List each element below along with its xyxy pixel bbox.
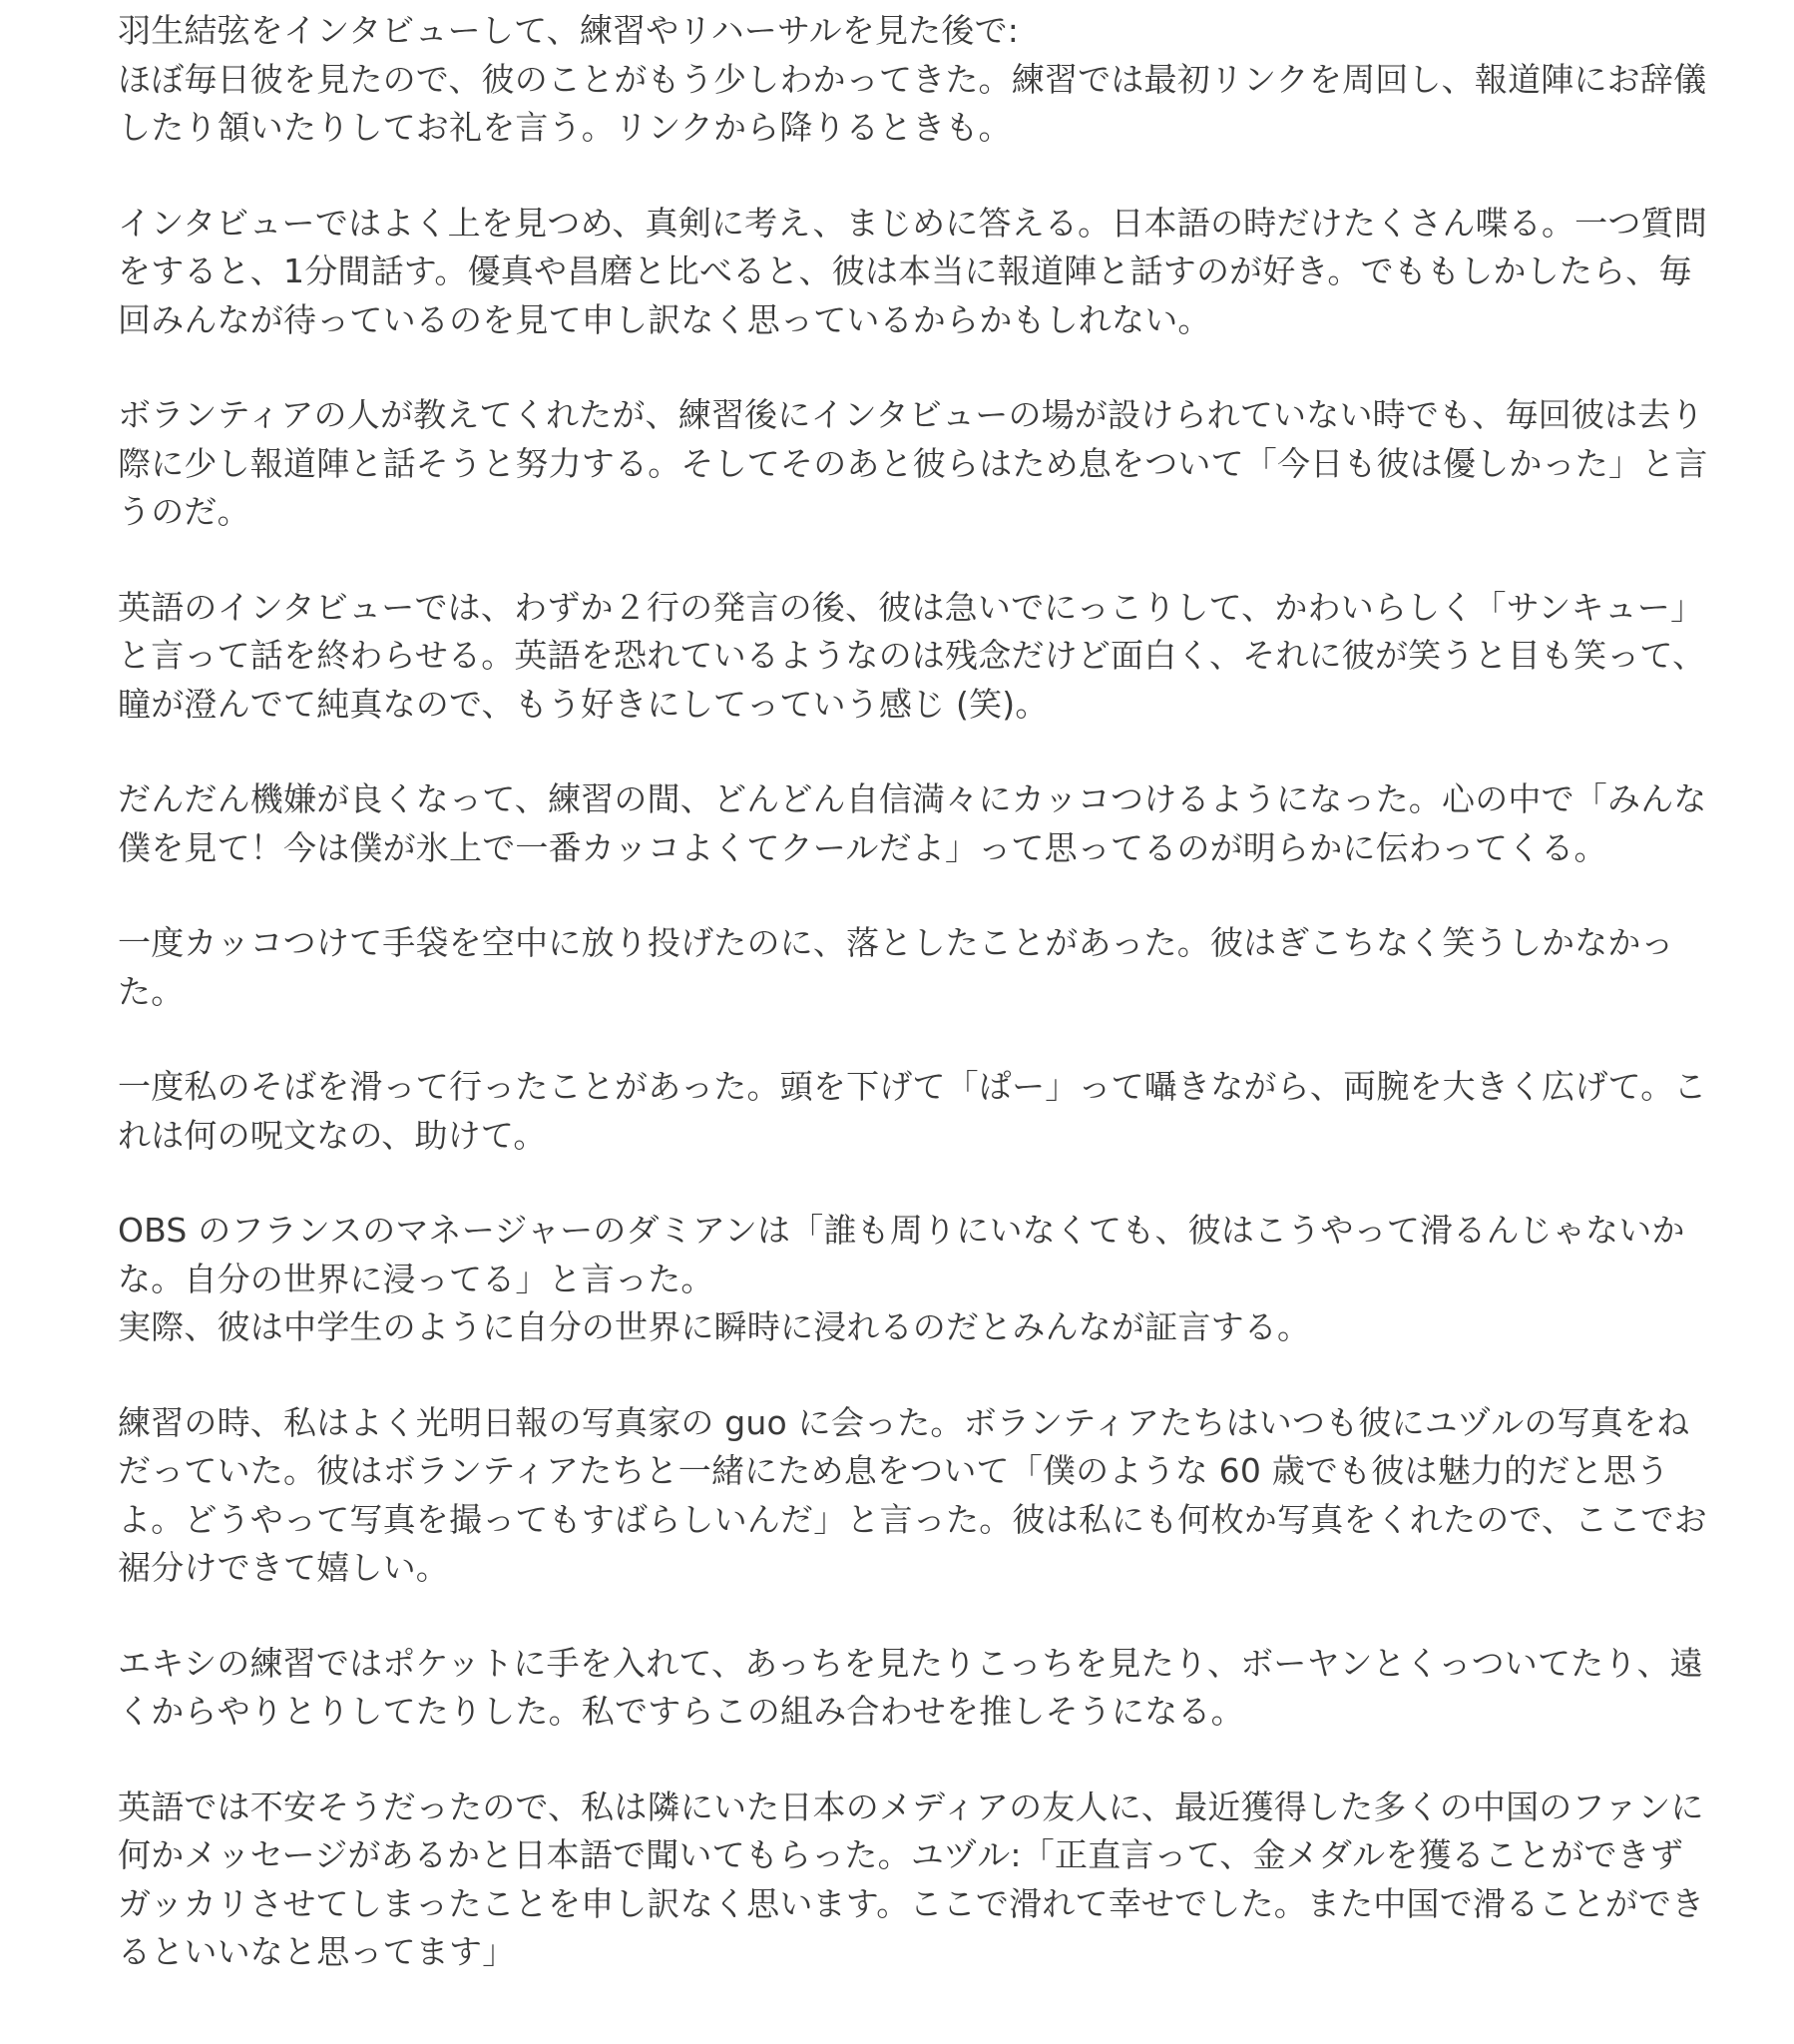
paragraph xyxy=(118,7,1707,153)
text-line: ほぼ毎日彼を見たので、彼のことがもう少しわかってきた。練習では最初リンクを周回し、報道陣にお辞儀 xyxy=(118,59,1707,99)
text-line: うのだ。 xyxy=(118,492,250,531)
text-line: た。 xyxy=(118,971,185,1011)
text-line: よ。どうやって写真を撮ってもすばらしいんだ」と言った。彼は私にも何枚か写真をくれたので、ここでお xyxy=(118,1499,1707,1539)
paragraph xyxy=(118,200,1707,345)
text-line: OBS のフランスのマネージャーのダミアンは「誰も周りにいなくても、彼はこうやって滑るんじゃないか xyxy=(118,1211,1685,1250)
text-line: るといいなと思ってます」 xyxy=(118,1932,516,1971)
text-line: だんだん機嫌が良くなって、練習の間、どんどん自信満々にカッコつけるようになった。心の中で「みんな xyxy=(118,779,1707,818)
paragraph xyxy=(118,391,1708,537)
text-line: 瞳が澄んでて純真なので、もう好きにしてっていう感じ (笑)。 xyxy=(118,684,1049,724)
text-line: 英語のインタビューでは、わずか２行の発言の後、彼は急いでにっこりして、かわいらしく「サンキュー」 xyxy=(118,587,1704,627)
text-line: をすると、1分間話す。優真や昌磨と比べると、彼は本当に報道陣と話すのが好き。でももしかしたら、毎 xyxy=(118,252,1692,290)
text-line: れは何の呪文なの、助けて。 xyxy=(118,1115,547,1155)
paragraph xyxy=(118,1640,1703,1737)
text-line: 僕を見て！今は僕が氷上で一番カッコよくてクールだよ」って思ってるのが明らかに伝わってくる。 xyxy=(118,827,1607,867)
text-line: くからやりとりしてたりした。私ですらこの組み合わせを推しそうになる。 xyxy=(118,1692,1244,1731)
paragraph xyxy=(118,584,1706,730)
text-line: ガッカリさせてしまったことを申し訳なく思います。ここで滑れて幸せでした。また中国で滑ることができ xyxy=(118,1883,1705,1923)
text-line: だっていた。彼はボランティアたちと一緒にため息をついて「僕のような 60 歳でも彼は魅力的だと思う xyxy=(118,1451,1670,1490)
text-line: 際に少し報道陣と話そうと努力する。そしてそのあと彼らはため息をついて「今日も彼は優しかった」と言 xyxy=(118,443,1708,483)
text-line: ボランティアの人が教えてくれたが、練習後にインタビューの場が設けられていない時でも、毎回彼は去り xyxy=(118,395,1704,434)
text-line: 一度カッコつけて手袋を空中に放り投げたのに、落としたことがあった。彼はぎこちなく笑うしかなかっ xyxy=(118,923,1674,962)
paragraph xyxy=(118,1063,1707,1160)
text-line: 回みんなが待っているのを見て申し訳なく思っているからかもしれない。 xyxy=(118,299,1211,339)
text-line: 羽生結弦をインタビューして、練習やリハーサルを見た後で: xyxy=(118,11,1020,50)
paragraph xyxy=(118,1784,1705,1977)
text-line: と言って話を終わらせる。英語を恐れているようなのは残念だけど面白く、それに彼が笑うと目も笑って、 xyxy=(118,636,1706,675)
paragraph xyxy=(118,1207,1685,1352)
text-line: な。自分の世界に浸ってる」と言った。 xyxy=(118,1259,714,1298)
text-line: 一度私のそばを滑って行ったことがあった。頭を下げて「ぱー」って囁きながら、両腕を大きく広げて。こ xyxy=(118,1067,1707,1106)
paragraph xyxy=(118,919,1676,1016)
text-line: 裾分けできて嬉しい。 xyxy=(118,1548,449,1587)
text-line: 実際、彼は中学生のように自分の世界に瞬時に浸れるのだとみんなが証言する。 xyxy=(118,1307,1311,1346)
text-line: したり頷いたりしてお礼を言う。リンクから降りるときも。 xyxy=(118,108,1012,147)
paragraph xyxy=(118,775,1707,872)
text-line: 英語では不安そうだったので、私は隣にいた日本のメディアの友人に、最近獲得した多くの中国のファンに xyxy=(118,1787,1704,1826)
text-line: 練習の時、私はよく光明日報の写真家の guo に会った。ボランティアたちはいつも彼にユヅルの写真をね xyxy=(118,1402,1690,1442)
text-line: エキシの練習ではポケットに手を入れて、あっちを見たりこっちを見たり、ボーヤンとくっついてたり、遠 xyxy=(118,1643,1703,1683)
text-line: インタビューではよく上を見つめ、真剣に考え、まじめに答える。日本語の時だけたくさん喋る。一つ質問 xyxy=(118,203,1707,243)
text-line: 何かメッセージがあるかと日本語で聞いてもらった。ユヅル:「正直言って、金メダルを獲ることができず xyxy=(118,1835,1684,1874)
paragraph xyxy=(118,1399,1707,1593)
